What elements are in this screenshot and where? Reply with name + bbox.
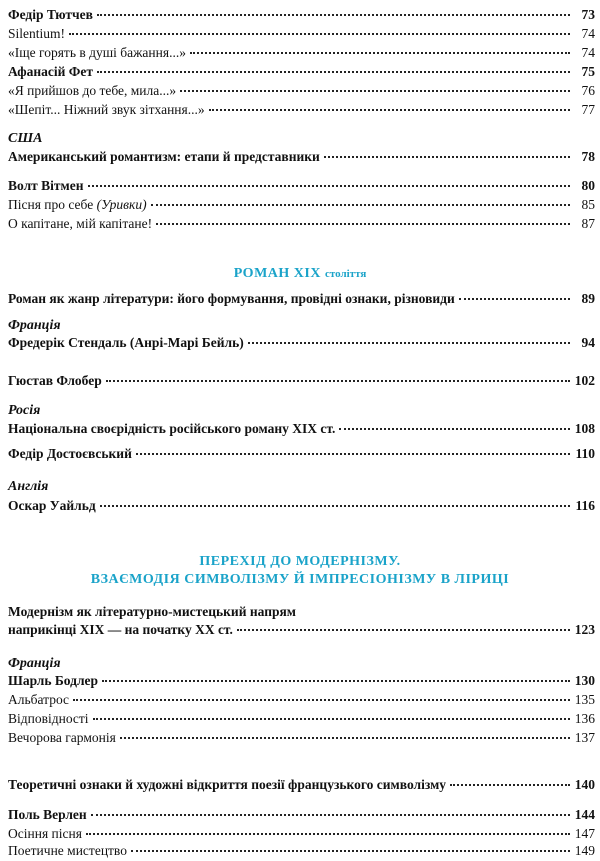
- entry-title: Волт Вітмен: [8, 178, 84, 193]
- dot-leader: [93, 718, 570, 720]
- section-heading-modernism-line2: ВЗАЄМОДІЯ СИМВОЛІЗМУ Й ІМПРЕСІОНІЗМУ В ЛІРИЦІ: [90, 572, 510, 587]
- toc-entry-silentium: [8, 26, 595, 42]
- entry-title-main: Пісня про себе: [8, 197, 94, 212]
- entry-page: 149: [574, 843, 595, 858]
- entry-title: Федір Тютчев: [8, 7, 93, 22]
- entry-page: 102: [574, 373, 595, 388]
- dot-leader: [100, 505, 570, 507]
- entry-title: «Я прийшов до тебе, мила...»: [8, 83, 177, 98]
- entry-title: Осіння пісня: [8, 826, 82, 841]
- entry-title: «Шепіт... Ніжний звук зітхання...»: [8, 102, 205, 117]
- entry-title: Альбатрос: [8, 692, 70, 707]
- toc-entry-pisnia: [8, 197, 595, 213]
- section-heading-main: РОМАН XIX: [233, 266, 321, 281]
- toc-entry-poetychne: [8, 843, 595, 859]
- toc-entry-dostoevsky: [8, 446, 595, 462]
- entry-page: 78: [581, 149, 595, 164]
- entry-title: Федір Достоєвський: [8, 446, 132, 461]
- toc-entry-albatros: [8, 692, 595, 708]
- section-heading-modernism-line1: ПЕРЕХІД ДО МОДЕРНІЗМУ.: [199, 554, 401, 569]
- region-usa: США: [8, 131, 43, 146]
- entry-title: Silentium!: [8, 26, 65, 41]
- entry-page: 74: [581, 26, 595, 41]
- toc-entry-vidpovidnosti: [8, 711, 595, 727]
- toc-entry-modernism: [8, 622, 595, 638]
- dot-leader: [73, 699, 570, 701]
- dot-leader: [209, 109, 570, 111]
- entry-title: Роман як жанр літератури: його формування, провідні ознаки, різновиди: [8, 291, 455, 306]
- entry-page: 144: [574, 807, 595, 822]
- entry-title: Афанасій Фет: [8, 64, 93, 79]
- toc-entry-national-novel: [8, 421, 595, 437]
- toc-entry-teoretychni: [8, 777, 595, 793]
- dot-leader: [151, 204, 570, 206]
- dot-leader: [106, 380, 570, 382]
- dot-leader: [97, 14, 570, 16]
- entry-page: 136: [574, 711, 595, 726]
- toc-entry-flaubert: [8, 373, 595, 389]
- entry-page: 73: [581, 7, 595, 22]
- toc-entry-fet: [8, 64, 595, 80]
- dot-leader: [120, 737, 570, 739]
- region-russia: Росія: [8, 403, 41, 418]
- entry-title-suffix: (Уривки): [96, 197, 147, 212]
- dot-leader: [97, 71, 570, 73]
- entry-page: 74: [581, 45, 595, 60]
- entry-page: 130: [574, 673, 595, 688]
- dot-leader: [248, 342, 570, 344]
- toc-entry-roman-genre: [8, 291, 595, 307]
- entry-title: Поетичне мистецтво: [8, 843, 127, 858]
- entry-page: 94: [581, 335, 595, 350]
- entry-page: 140: [574, 777, 595, 792]
- dot-leader: [102, 680, 570, 682]
- entry-title: Оскар Уайльд: [8, 498, 96, 513]
- dot-leader: [190, 52, 570, 54]
- entry-title: Шарль Бодлер: [8, 673, 99, 688]
- toc-entry-osinnia: [8, 826, 595, 842]
- toc-entry-verlaine: [8, 807, 595, 823]
- region-england: Англія: [8, 479, 49, 494]
- entry-page: 123: [574, 622, 595, 637]
- entry-title: О капітане, мій капітане!: [8, 216, 153, 231]
- entry-page: 87: [581, 216, 595, 231]
- entry-page: 116: [575, 498, 595, 513]
- toc-entry-baudelaire: [8, 673, 595, 689]
- entry-title: Теоретичні ознаки й художні відкриття поезії французького символізму: [8, 777, 447, 792]
- entry-page: 89: [581, 291, 595, 306]
- toc-entry-shepit: [8, 102, 595, 118]
- entry-title: Вечорова гармонія: [8, 730, 116, 745]
- dot-leader: [324, 156, 570, 158]
- entry-title: Американський романтизм: етапи й представники: [8, 149, 320, 164]
- toc-entry-american-romantism: [8, 149, 595, 165]
- dot-leader: [136, 453, 570, 455]
- entry-page: 75: [581, 64, 595, 79]
- entry-title: Гюстав Флобер: [8, 373, 102, 388]
- dot-leader: [450, 784, 570, 786]
- entry-title: Національна своєрідність російського роману XIX ст.: [8, 421, 336, 436]
- region-france-2: Франція: [8, 656, 61, 671]
- section-heading-roman: [0, 266, 600, 282]
- region-france: Франція: [8, 318, 61, 333]
- dot-leader: [88, 185, 570, 187]
- entry-page: 80: [581, 178, 595, 193]
- toc-entry-whitman: [8, 178, 595, 194]
- dot-leader: [339, 428, 570, 430]
- entry-title: Поль Верлен: [8, 807, 87, 822]
- dot-leader: [69, 33, 570, 35]
- entry-page: 108: [574, 421, 595, 436]
- entry-page: 77: [581, 102, 595, 117]
- toc-entry-ya-pryishov: [8, 83, 595, 99]
- entry-title: [8, 197, 147, 213]
- dot-leader: [237, 629, 570, 631]
- dot-leader: [131, 850, 570, 852]
- dot-leader: [459, 298, 570, 300]
- entry-title: Фредерік Стендаль (Анрі-Марі Бейль): [8, 335, 244, 350]
- entry-page: 147: [574, 826, 595, 841]
- toc-entry-stendhal: [8, 335, 595, 351]
- dot-leader: [91, 814, 570, 816]
- entry-page: 76: [581, 83, 595, 98]
- entry-page: 110: [575, 446, 595, 461]
- toc-entry-tyutchev: [8, 7, 595, 23]
- dot-leader: [156, 223, 570, 225]
- dot-leader: [86, 833, 570, 835]
- entry-title: наприкінці XIX — на початку XX ст.: [8, 622, 233, 637]
- toc-entry-modernism-line1: Модернізм як літературно-мистецький напрям: [8, 604, 296, 619]
- dot-leader: [180, 90, 570, 92]
- toc-entry-vechorova: [8, 730, 595, 746]
- entry-title: Відповідності: [8, 711, 89, 726]
- entry-title: «Іще горять в душі бажання...»: [8, 45, 186, 60]
- toc-entry-ishche: [8, 45, 595, 61]
- entry-page: 135: [574, 692, 595, 707]
- toc-entry-wilde: [8, 498, 595, 514]
- entry-page: 85: [581, 197, 595, 212]
- section-heading-small: століття: [324, 268, 367, 280]
- entry-page: 137: [574, 730, 595, 745]
- toc-entry-kapitan: [8, 216, 595, 232]
